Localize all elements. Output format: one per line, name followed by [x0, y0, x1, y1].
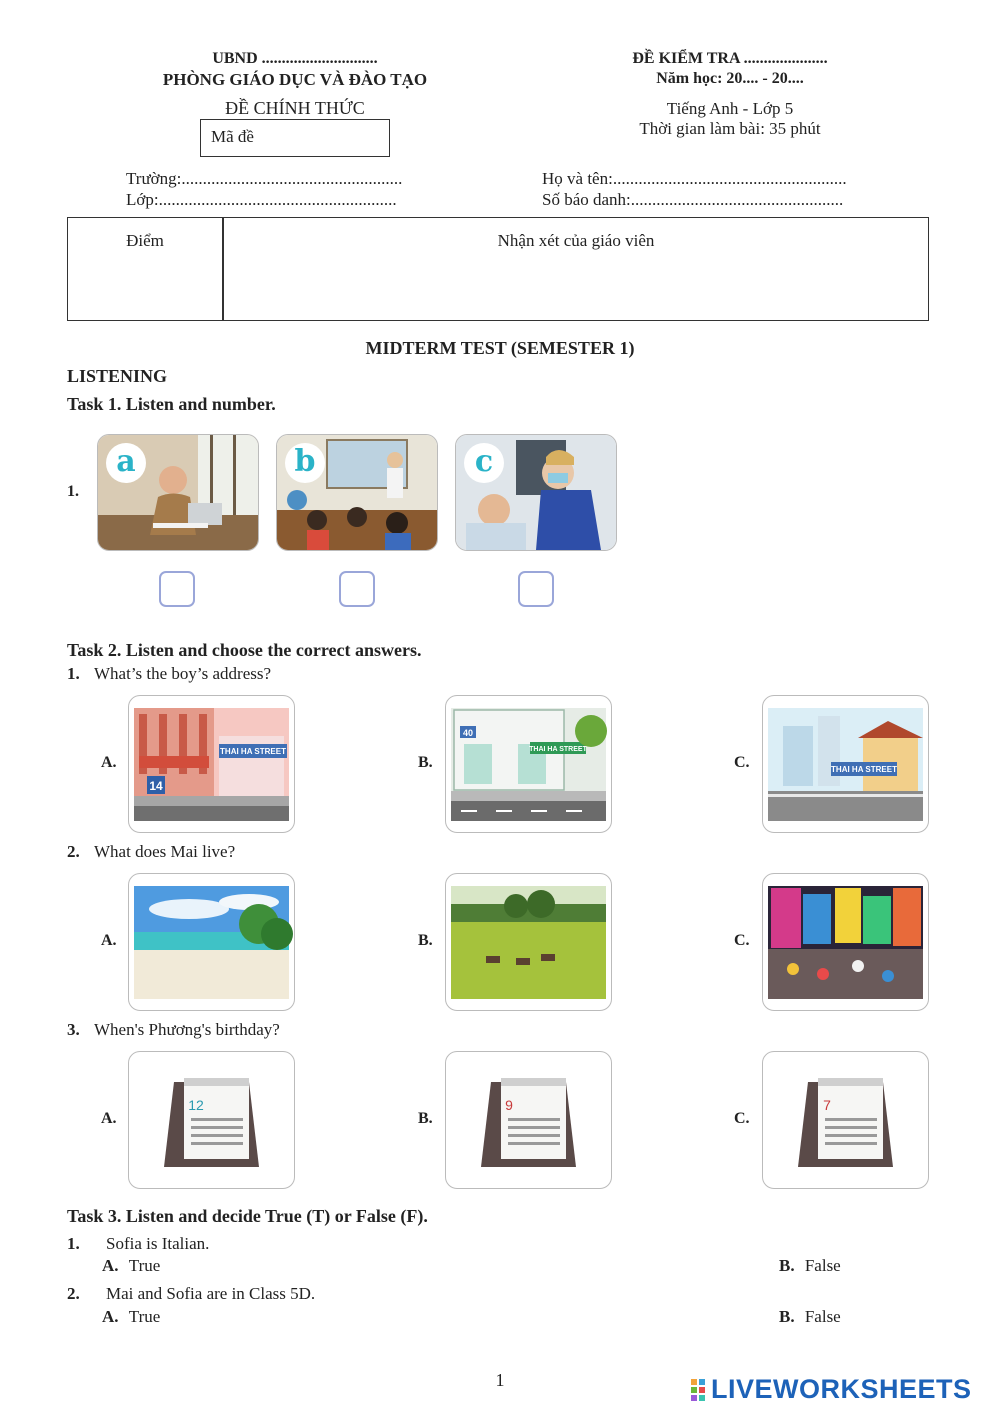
- q2-option-true[interactable]: [102, 1307, 160, 1327]
- answer-box-b[interactable]: [339, 571, 375, 607]
- street-building-40-icon: [446, 696, 611, 832]
- page-number: 1: [495, 1370, 505, 1390]
- city-street-icon: [763, 874, 928, 1010]
- score-label: Điểm: [126, 231, 164, 250]
- question-text: What’s the boy’s address?: [94, 664, 272, 683]
- option-label-b: B.: [418, 1110, 433, 1127]
- option-label-c: C.: [734, 754, 750, 771]
- liveworksheets-logo-text: LIVEWORKSHEETS: [711, 1374, 972, 1404]
- answer-box-a[interactable]: [159, 571, 195, 607]
- task3-question-1: [67, 1234, 209, 1254]
- street-building-14-icon: [129, 696, 294, 832]
- option-b-badge: b: [285, 443, 325, 483]
- calendar-icon: [129, 1052, 294, 1188]
- score-table: [67, 217, 929, 321]
- liveworksheets-logo-icon: [691, 1377, 713, 1403]
- option-text: False: [804, 1256, 841, 1275]
- option-letter: A.: [102, 1256, 119, 1275]
- q2-picture-a[interactable]: [128, 873, 295, 1011]
- header-department: PHÒNG GIÁO DỤC VÀ ĐÀO TẠO: [162, 70, 428, 89]
- q1-picture-a[interactable]: [128, 695, 295, 833]
- header-subject: Tiếng Anh - Lớp 5: [666, 99, 794, 118]
- option-text: False: [804, 1307, 841, 1326]
- calendar-number: 7: [823, 1097, 831, 1113]
- task1-picture-c: [455, 434, 617, 551]
- task3-title: Task 3. Listen and decide True (T) or False (F).: [67, 1206, 428, 1226]
- header-school-year: Năm học: 20.... - 20....: [656, 70, 804, 87]
- calendar-number: 12: [188, 1097, 204, 1113]
- header-duration: Thời gian làm bài: 35 phút: [639, 119, 821, 138]
- option-letter: B.: [779, 1307, 795, 1326]
- student-id-field: Số báo danh:..................................................: [542, 190, 844, 209]
- task1-title: Task 1. Listen and number.: [67, 394, 276, 414]
- option-text: True: [128, 1256, 161, 1275]
- name-field: Họ và tên:.......................................................: [542, 169, 847, 188]
- q2-picture-b[interactable]: [445, 873, 612, 1011]
- option-letter: B.: [779, 1256, 795, 1275]
- question-number: 1.: [67, 1234, 80, 1253]
- calendar-icon: [446, 1052, 611, 1188]
- option-label-b: B.: [418, 932, 433, 949]
- street-sign-text: THAI HA STREET: [831, 765, 897, 774]
- option-text: True: [128, 1307, 161, 1326]
- task2-question-2: [67, 842, 235, 862]
- street-house-icon: [763, 696, 928, 832]
- question-text: When's Phương's birthday?: [94, 1020, 280, 1039]
- section-listening: LISTENING: [67, 366, 168, 386]
- street-sign-text: THAI HA STREET: [220, 747, 286, 756]
- answer-box-c[interactable]: [518, 571, 554, 607]
- task2-question-1: [67, 664, 271, 684]
- option-label-c: C.: [734, 932, 750, 949]
- q1-option-false[interactable]: [779, 1256, 841, 1276]
- calendar-number: 9: [505, 1097, 513, 1113]
- task3-question-2: [67, 1284, 315, 1304]
- q2-option-false[interactable]: [779, 1307, 841, 1327]
- question-text: What does Mai live?: [94, 842, 236, 861]
- question-number: 1.: [67, 664, 80, 683]
- q1-picture-c[interactable]: [762, 695, 929, 833]
- exam-code-box: [200, 119, 390, 157]
- task1-item-number: 1.: [67, 483, 79, 500]
- comment-label: Nhận xét của giáo viên: [497, 231, 655, 250]
- task1-picture-a: [97, 434, 259, 551]
- option-label-c: C.: [734, 1110, 750, 1127]
- option-label-a: A.: [101, 1110, 117, 1127]
- option-label-b: B.: [418, 754, 433, 771]
- exam-code-label: Mã đề: [211, 127, 254, 146]
- question-text: Sofia is Italian.: [106, 1234, 210, 1253]
- liveworksheets-logo[interactable]: [691, 1376, 991, 1406]
- house-number-40: 40: [462, 728, 474, 738]
- q3-picture-c[interactable]: [762, 1051, 929, 1189]
- q3-picture-b[interactable]: [445, 1051, 612, 1189]
- school-field: Trường:....................................................: [126, 169, 403, 188]
- beach-icon: [129, 874, 294, 1010]
- street-sign-text: THAI HA STREET: [529, 746, 587, 753]
- question-number: 2.: [67, 842, 80, 861]
- q1-picture-b[interactable]: [445, 695, 612, 833]
- house-number-14: 14: [149, 779, 163, 793]
- option-a-badge: a: [106, 443, 146, 483]
- q1-option-true[interactable]: [102, 1256, 160, 1276]
- option-label-a: A.: [101, 932, 117, 949]
- question-text: Mai and Sofia are in Class 5D.: [106, 1284, 316, 1303]
- header-test: ĐỀ KIỂM TRA .....................: [632, 50, 828, 67]
- class-field: Lớp:........................................................: [126, 190, 397, 209]
- option-c-badge: c: [464, 443, 504, 483]
- question-number: 2.: [67, 1284, 80, 1303]
- calendar-icon: [763, 1052, 928, 1188]
- option-letter: A.: [102, 1307, 119, 1326]
- test-title: MIDTERM TEST (SEMESTER 1): [365, 338, 635, 358]
- option-label-a: A.: [101, 754, 117, 771]
- countryside-field-icon: [446, 874, 611, 1010]
- header-official: ĐỀ CHÍNH THỨC: [225, 98, 365, 118]
- header-ubnd: UBND .............................: [212, 50, 378, 67]
- q3-picture-a[interactable]: [128, 1051, 295, 1189]
- task2-question-3: [67, 1020, 280, 1040]
- task2-title: Task 2. Listen and choose the correct answers.: [67, 640, 422, 660]
- task1-picture-b: [276, 434, 438, 551]
- question-number: 3.: [67, 1020, 80, 1039]
- q2-picture-c[interactable]: [762, 873, 929, 1011]
